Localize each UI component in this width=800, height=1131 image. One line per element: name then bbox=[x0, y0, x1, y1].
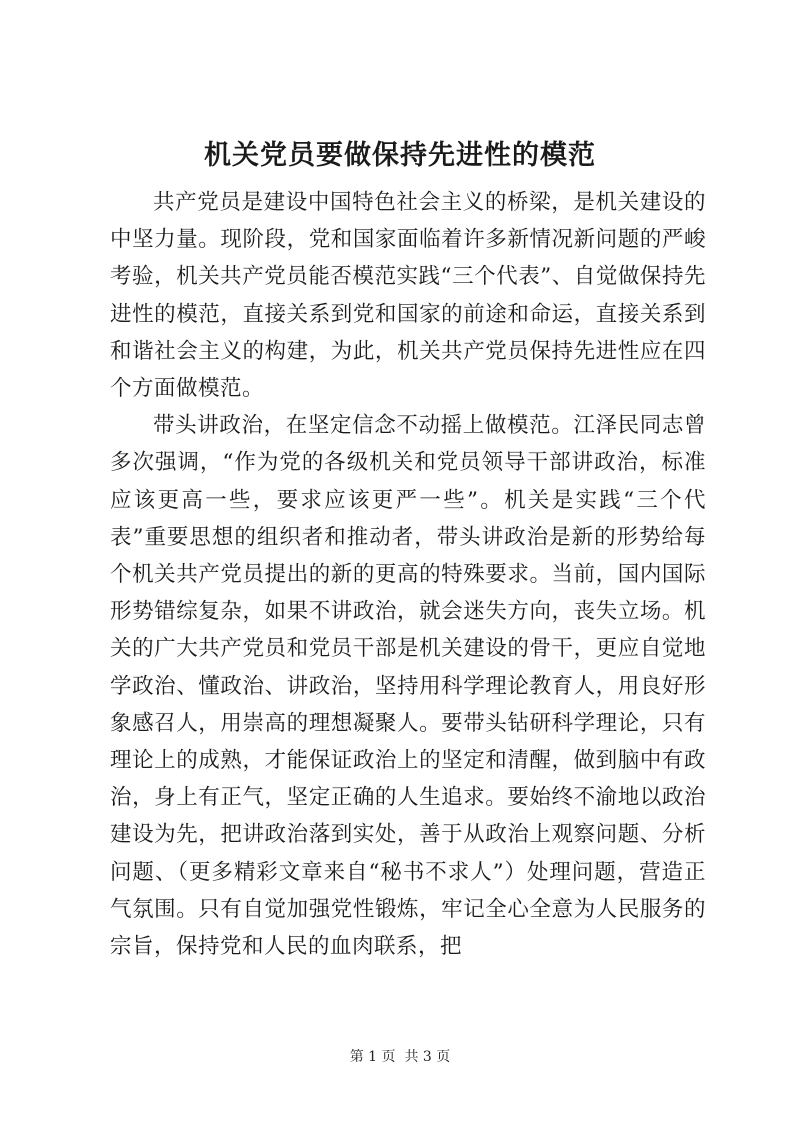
page-footer bbox=[0, 1047, 800, 1067]
paragraph-1: 共产党员是建设中国特色社会主义的桥梁，是机关建设的中坚力量。现阶段，党和国家面临着许多新情况新问题的严峻考验，机关共产党员能否模范实践“三个代表”、自觉做保持先进性的模范，直接关系到党和国家的前途和命运，直接关系到和谐社会主义的构建，为此，机关共产党员保持先进性应在四个方面做模范。 bbox=[110, 190, 706, 402]
document-body bbox=[110, 184, 706, 965]
page-number-label: 第 1 页 共 3 页 bbox=[349, 1049, 451, 1065]
paragraph-2: 带头讲政治，在坚定信念不动摇上做模范。江泽民同志曾多次强调，“作为党的各级机关和党员领导干部讲政治，标准应该更高一些，要求应该更严一些”。机关是实践“三个代表”重要思想的组织者和推动者，带头讲政治是新的形势给每个机关共产党员提出的新的更高的特殊要求。当前，国内国际形势错综复杂，如果不讲政治，就会迷失方向，丧失立场。机关的广大共产党员和党员干部是机关建设的骨干，更应自觉地学政治、懂政治、讲政治，坚持用科学理论教育人，用良好形象感召人，用崇高的理想凝聚人。要带头钻研科学理论，只有理论上的成熟，才能保证政治上的坚定和清醒，做到脑中有政治，身上有正气，坚定正确的人生追求。要始终不渝地以政治建设为先，把讲政治落到实处，善于从政治上观察问题、分析问题、（更多精彩文章来自“秘书不求人”）处理问题，营造正气氛围。只有自觉加强党性锻炼，牢记全心全意为人民服务的宗旨，保持党和人民的血肉联系，把 bbox=[110, 413, 706, 960]
document-title: 机关党员要做保持先进性的模范 bbox=[204, 140, 596, 171]
